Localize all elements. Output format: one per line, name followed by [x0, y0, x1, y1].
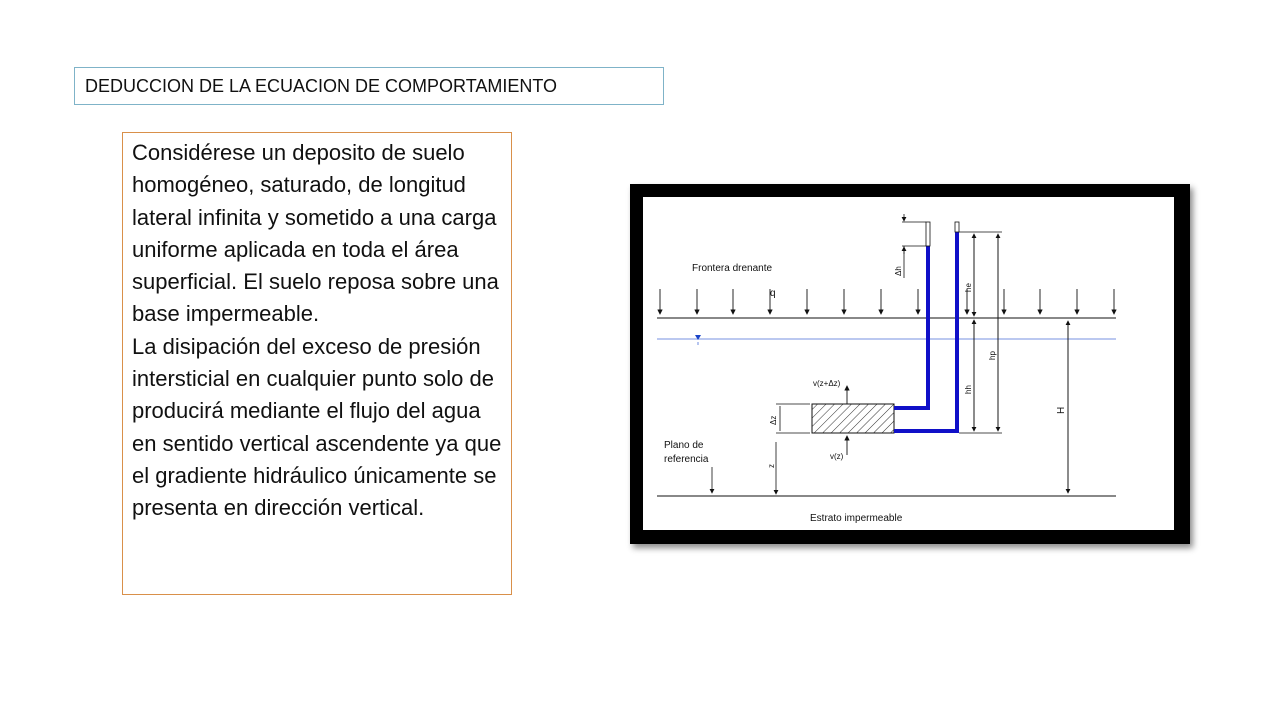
paragraph-deposit: Considérese un deposito de suelo homogéneo, saturado, de longitud lateral infinita y sometido a una carga uniforme aplicada en toda el área superficial. El suelo reposa sobre una base impermeable.: [132, 140, 499, 327]
v-top-label: v(z+Δz): [813, 379, 841, 388]
he-label: he: [964, 283, 973, 292]
delta-z-label: Δz: [769, 415, 778, 425]
consolidation-diagram: [630, 184, 1190, 544]
delta-h-label: Δh: [894, 266, 903, 276]
v-bottom-label: v(z): [830, 452, 844, 461]
plano-label-2: referencia: [664, 454, 709, 465]
z-label: z: [767, 464, 776, 468]
plano-label-1: Plano de: [664, 440, 704, 451]
slide-title: DEDUCCION DE LA ECUACION DE COMPORTAMIENTO: [74, 67, 664, 105]
H-label: H: [1056, 406, 1067, 414]
diagram-svg: [630, 184, 1190, 544]
hh-label: hh: [964, 385, 973, 394]
paragraph-dissipation: La disipación del exceso de presión intersticial en cualquier punto solo de producirá mediante el flujo del agua en sentido vertical ascendente ya que el gradiente hidráulico únicamente se presenta en dirección vertical.: [132, 333, 502, 521]
estrato-impermeable-label: Estrato impermeable: [810, 513, 903, 524]
frontera-drenante-label: Frontera drenante: [692, 263, 773, 274]
description-text-box: [122, 132, 512, 595]
hp-label: hp: [988, 351, 997, 360]
load-q-label: q: [770, 288, 776, 299]
diagram-canvas: [643, 197, 1174, 530]
soil-element: [812, 404, 894, 433]
